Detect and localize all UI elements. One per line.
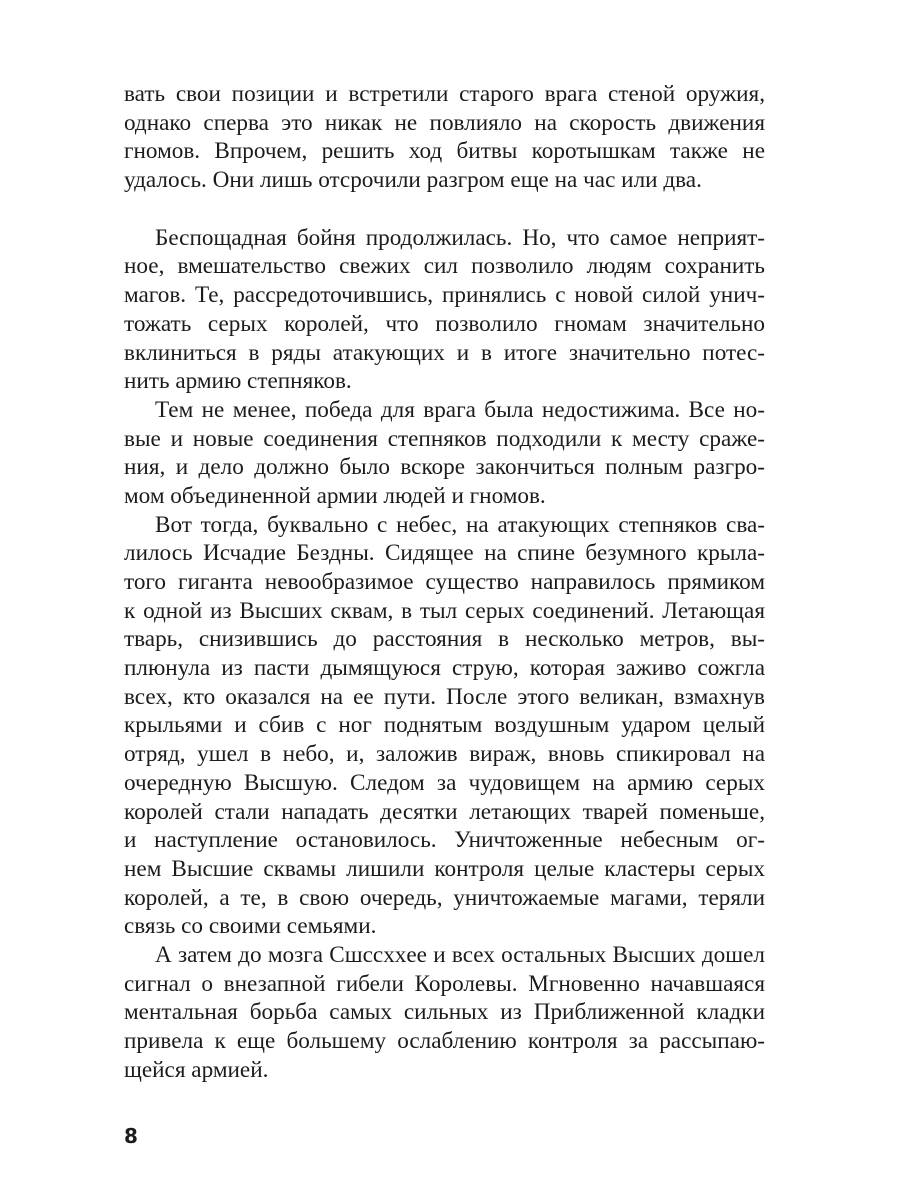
text-line: щейся армией. — [124, 1056, 269, 1083]
text-line: нем Высшие сквамы лишили контроля целые кластеры серых — [124, 855, 765, 882]
text-line: связь со своими семьями. — [124, 913, 377, 940]
text-line: нить армию степняков. — [124, 368, 352, 395]
text-line: ментальная борьба самых сильных из Приближенной кладки — [124, 999, 765, 1026]
text-line: А затем до мозга Сшсcхxее и всех остальных Высших дошел — [155, 941, 765, 968]
text-line: лилось Исчадие Бездны. Сидящее на спине безумного крыла- — [124, 540, 765, 567]
paragraph — [124, 224, 765, 396]
text-line: Вот тогда, буквально с небес, на атакующих степняков сва- — [155, 511, 765, 538]
text-line: магов. Те, рассредоточившись, принялись с новой силой унич- — [124, 282, 765, 309]
text-line: тожать серых королей, что позволило гномам значительно — [124, 310, 765, 337]
paragraph — [124, 511, 765, 941]
text-line: того гиганта невообразимое существо направилось прямиком — [124, 569, 765, 595]
text-line: всех, кто оказался на ее пути. После этого великан, взмахнув — [124, 683, 765, 710]
text-line: ния, и дело должно было вскоре закончиться полным разгро- — [124, 454, 765, 481]
text-line: и наступление остановилось. Уничтоженные небесным ог- — [124, 827, 765, 854]
page-number: 8 — [124, 1124, 138, 1148]
book-page-body — [124, 80, 765, 1084]
text-line: вые и новые соединения степняков подходили к месту сраже- — [124, 425, 765, 452]
section-break — [124, 195, 765, 224]
text-line: плюнула из пасти дымящуюся струю, которая заживо сожгла — [124, 655, 765, 682]
text-line: Тем не менее, победа для врага была недостижима. Все но- — [155, 396, 765, 423]
text-line: крыльями и сбив с ног поднятым воздушным ударом целый — [124, 712, 765, 739]
text-line: ное, вмешательство свежих сил позволило людям сохранить — [124, 253, 765, 280]
text-line: вклиниться в ряды атакующих и в итоге значительно потес- — [124, 339, 765, 366]
text-line: отряд, ушел в небо, и, заложив вираж, вновь спикировал на — [124, 741, 765, 768]
text-line: тварь, снизившись до расстояния в несколько метров, вы- — [124, 626, 765, 653]
text-line: королей стали нападать десятки летающих тварей поменьше, — [124, 798, 765, 825]
text-line: гномов. Впрочем, решить ход битвы коротышкам также не — [124, 138, 765, 165]
text-line: удалось. Они лишь отсрочили разгром еще на час или два. — [124, 167, 702, 194]
text-line: мом объединенной армии людей и гномов. — [124, 482, 546, 509]
text-line: сигнал о внезапной гибели Королевы. Мгновенно начавшаяся — [124, 970, 765, 997]
paragraph — [124, 396, 765, 511]
text-line: вать свои позиции и встретили старого врага стеной оружия, — [124, 81, 765, 107]
paragraph — [124, 80, 765, 195]
text-line: королей, а те, в свою очередь, уничтожаемые магами, теряли — [124, 884, 765, 911]
text-line: к одной из Высших сквам, в тыл серых соединений. Летающая — [124, 597, 765, 624]
text-line: однако сперва это никак не повлияло на скорость движения — [124, 109, 765, 136]
text-line: очередную Высшую. Следом за чудовищем на армию серых — [124, 769, 765, 796]
paragraph — [124, 941, 765, 1084]
text-line: привела к еще большему ослаблению контроля за рассыпаю- — [124, 1028, 765, 1054]
text-line: Беспощадная бойня продолжилась. Но, что самое неприят- — [155, 224, 765, 251]
